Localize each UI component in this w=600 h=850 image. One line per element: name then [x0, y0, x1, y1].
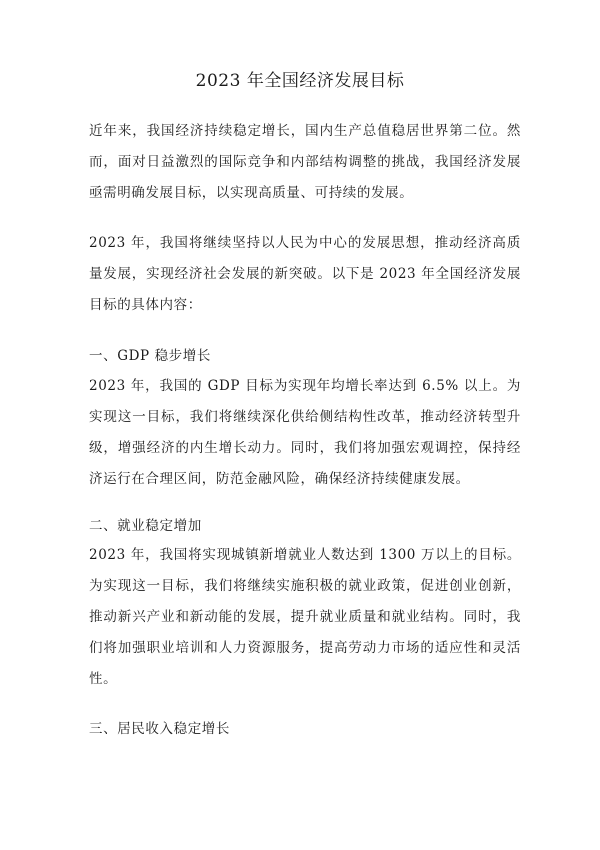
document-title: 2023 年全国经济发展目标 — [195, 71, 405, 91]
section-body-employment: 2023 年，我国将实现城镇新增就业人数达到 1300 万以上的目标。为实现这一目标，我们将继续实施积极的就业政策，促进创业创新，推动新兴产业和新动能的发展，提升就业质量和就业结构。同时，我们将加强职业培训和人力资源服务，提高劳动力市场的适应性和灵活性。 — [89, 547, 521, 687]
section-heading-gdp: 一、GDP 稳步增长 — [89, 348, 211, 364]
overview-paragraph: 2023 年，我国将继续坚持以人民为中心的发展思想，推动经济高质量发展，实现经济社会发展的新突破。以下是 2023 年全国经济发展目标的具体内容： — [89, 235, 521, 313]
section-heading-employment: 二、就业稳定增加 — [89, 518, 202, 534]
section-heading-income: 三、居民收入稳定增长 — [89, 721, 230, 737]
intro-paragraph: 近年来，我国经济持续稳定增长，国内生产总值稳居世界第二位。然而，面对日益激烈的国际竞争和内部结构调整的挑战，我国经济发展亟需明确发展目标，以实现高质量、可持续的发展。 — [89, 123, 521, 201]
section-body-gdp: 2023 年，我国的 GDP 目标为实现年均增长率达到 6.5% 以上。为实现这一目标，我们将继续深化供给侧结构性改革，推动经济转型升级，增强经济的内生增长动力。同时，我们将加强宏观调控，保持经济运行在合理区间，防范金融风险，确保经济持续健康发展。 — [89, 378, 521, 487]
